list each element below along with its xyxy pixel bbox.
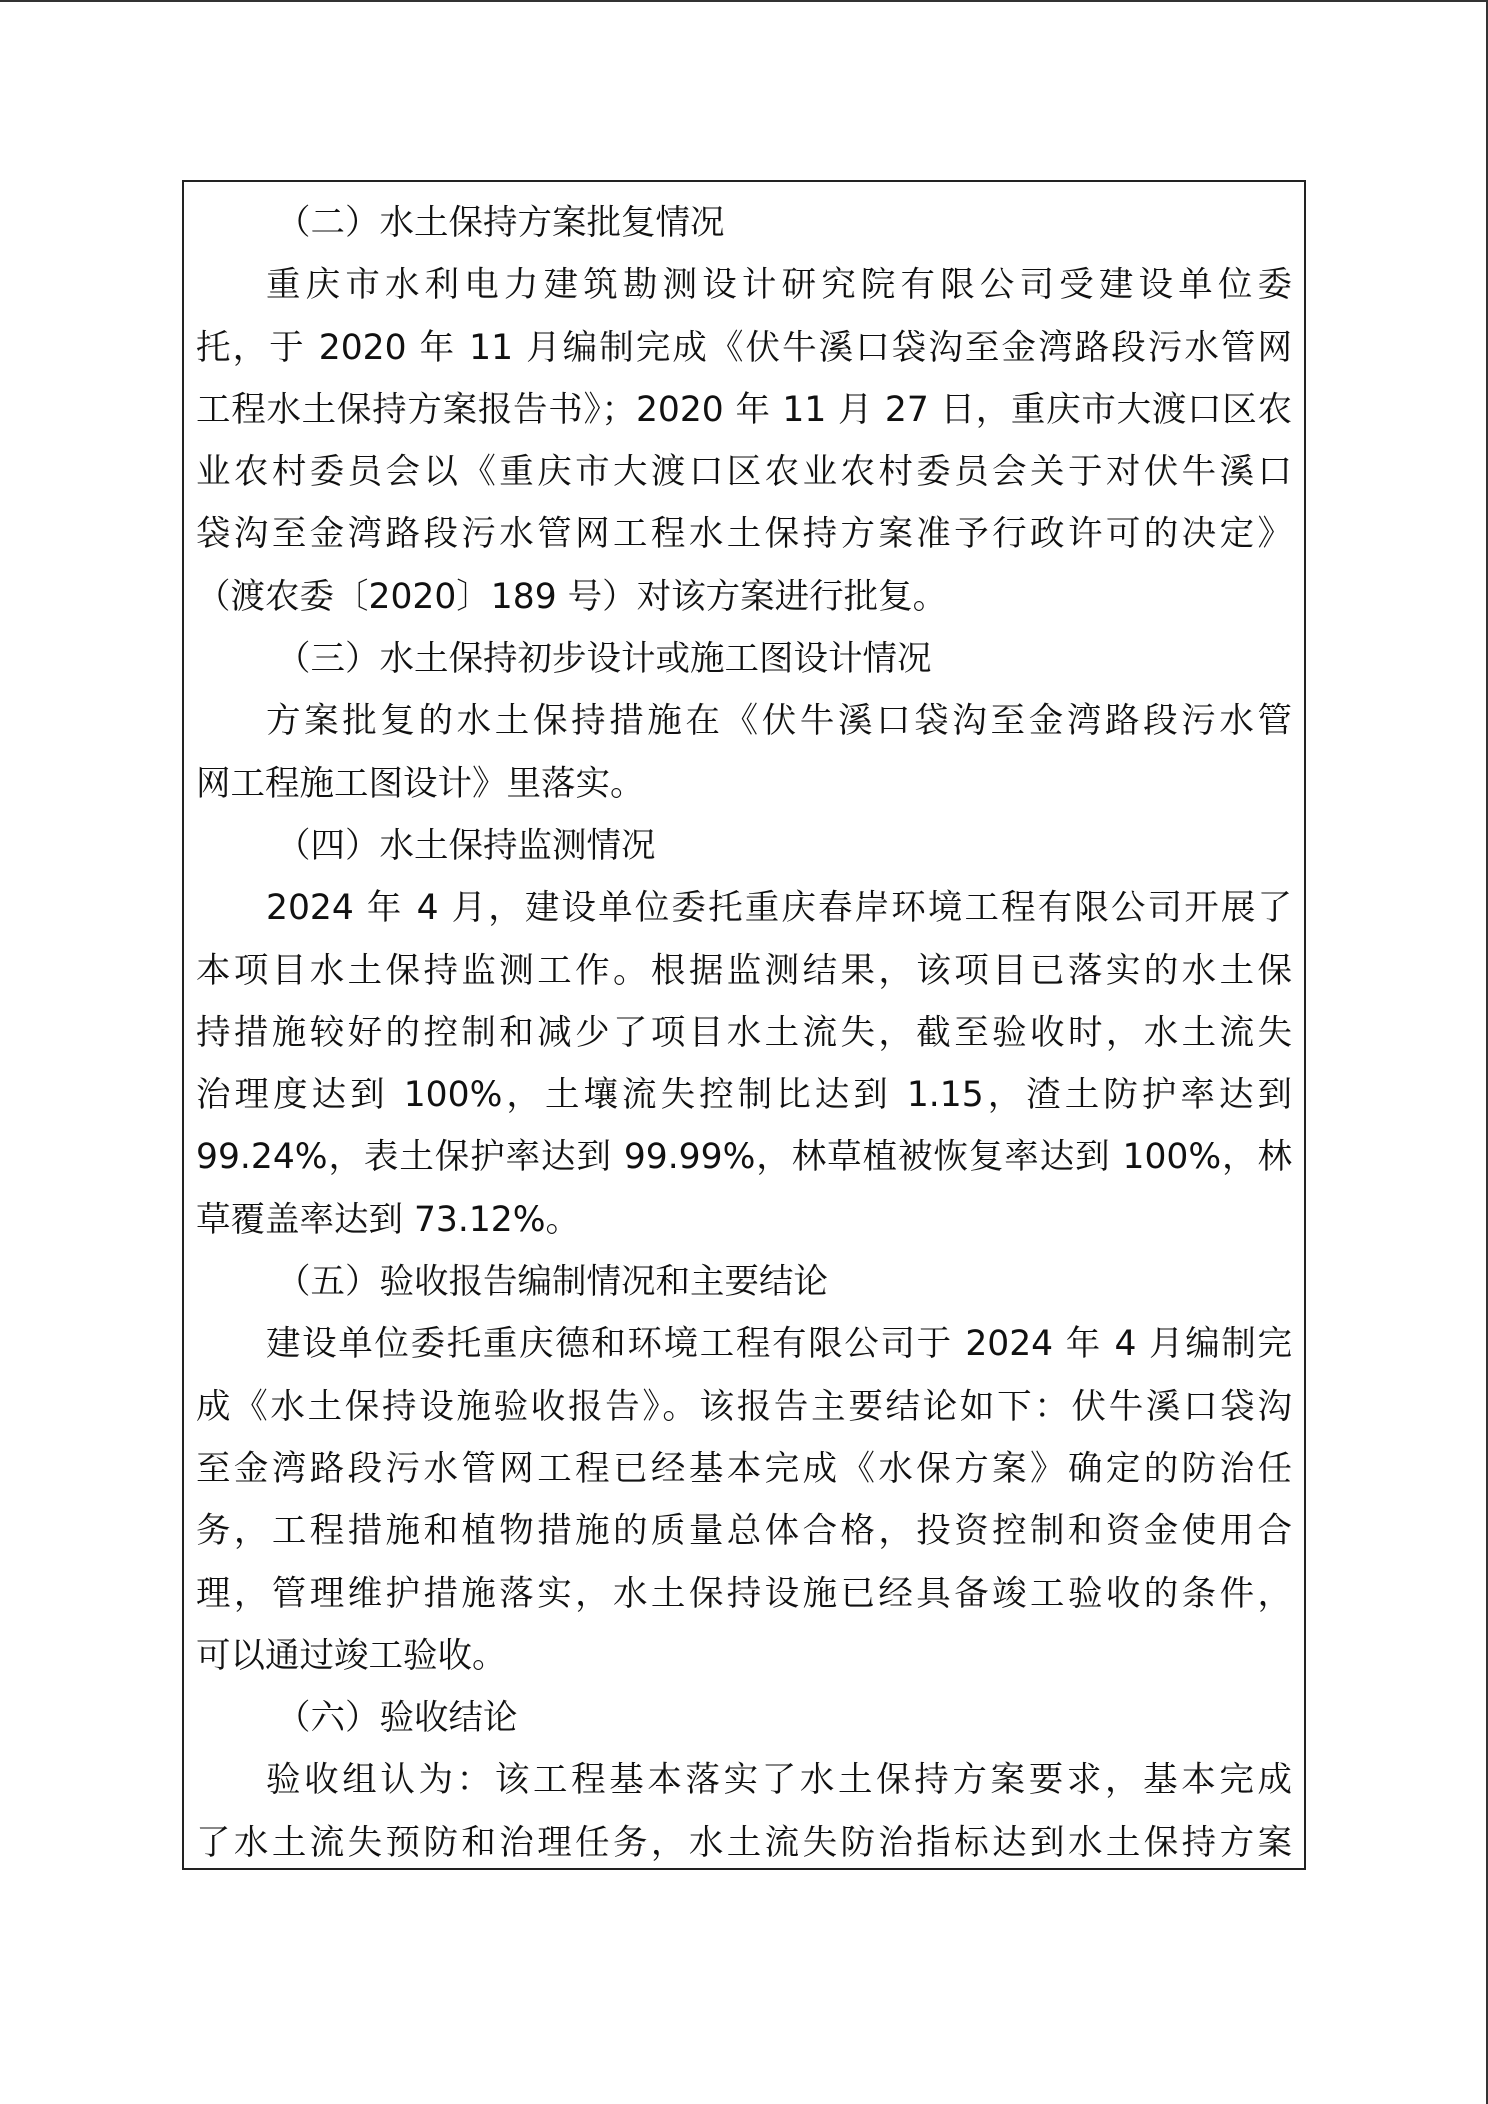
text-line: 可以通过竣工验收。 [196, 1635, 507, 1676]
page-top-edge [0, 0, 1488, 2]
text-line: 业农村委员会以《重庆市大渡口区农业农村委员会关于对伏牛溪口 [196, 452, 1292, 493]
text-line: 成《水土保持设施验收报告》。该报告主要结论如下：伏牛溪口袋沟 [196, 1386, 1292, 1427]
text-line: 重庆市水利电力建筑勘测设计研究院有限公司受建设单位委 [266, 265, 1292, 306]
text-line: 持措施较好的控制和减少了项目水土流失，截至验收时，水土流失 [196, 1012, 1292, 1053]
heading-plan-approval: （二）水土保持方案批复情况 [276, 203, 725, 243]
text-line: 务，工程措施和植物措施的质量总体合格，投资控制和资金使用合 [196, 1511, 1292, 1552]
text-line: 袋沟至金湾路段污水管网工程水土保持方案准予行政许可的决定》 [196, 514, 1292, 555]
document-content-box [182, 180, 1306, 1870]
text-line: 工程水土保持方案报告书》；2020 年 11 月 27 日，重庆市大渡口区农 [196, 389, 1292, 430]
text-line: 网工程施工图设计》里落实。 [196, 763, 645, 804]
heading-acceptance-report: （五）验收报告编制情况和主要结论 [276, 1262, 828, 1303]
text-line: 托，于 2020 年 11 月编制完成《伏牛溪口袋沟至金湾路段污水管网 [196, 327, 1292, 368]
text-line: 2024 年 4 月，建设单位委托重庆春岸环境工程有限公司开展了 [266, 888, 1292, 929]
text-line: 建设单位委托重庆德和环境工程有限公司于 2024 年 4 月编制完 [266, 1324, 1292, 1365]
text-line: 99.24%，表土保护率达到 99.99%，林草植被恢复率达到 100%，林 [196, 1137, 1292, 1178]
text-line: 了水土流失预防和治理任务，水土流失防治指标达到水土保持方案 [196, 1822, 1292, 1863]
text-line: 验收组认为：该工程基本落实了水土保持方案要求，基本完成 [266, 1760, 1292, 1801]
heading-design: （三）水土保持初步设计或施工图设计情况 [276, 639, 932, 680]
text-line: 治理度达到 100%，土壤流失控制比达到 1.15，渣土防护率达到 [196, 1075, 1292, 1116]
text-line: 草覆盖率达到 73.12%。 [196, 1199, 581, 1240]
text-line: 方案批复的水土保持措施在《伏牛溪口袋沟至金湾路段污水管 [266, 701, 1292, 742]
text-line: （渡农委〔2020〕189 号）对该方案进行批复。 [196, 576, 948, 617]
heading-acceptance-conclusion: （六）验收结论 [276, 1698, 518, 1739]
text-line: 至金湾路段污水管网工程已经基本完成《水保方案》确定的防治任 [196, 1448, 1292, 1489]
text-line: 理，管理维护措施落实，水土保持设施已经具备竣工验收的条件， [196, 1573, 1292, 1614]
heading-monitoring: （四）水土保持监测情况 [276, 825, 656, 866]
text-line: 本项目水土保持监测工作。根据监测结果，该项目已落实的水土保 [196, 950, 1292, 991]
